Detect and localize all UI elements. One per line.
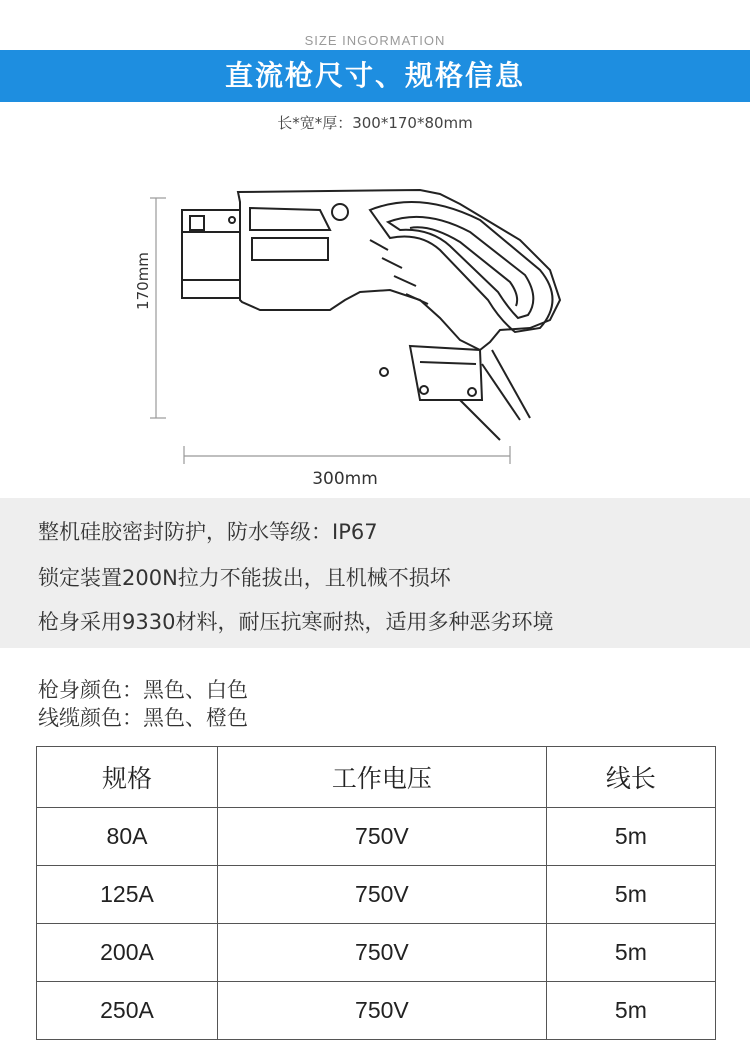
charger-gun-drawing xyxy=(120,150,640,510)
section-eyebrow: SIZE INGORMATION xyxy=(304,33,446,48)
cell-spec: 80A xyxy=(37,808,218,866)
cell-length: 5m xyxy=(546,982,715,1040)
col-header-length: 线长 xyxy=(546,747,715,808)
table-row xyxy=(37,808,716,866)
body-color-text: 枪身颜色：黑色、白色 xyxy=(38,678,248,702)
feature-material: 枪身采用9330材料，耐压抗寒耐热，适用多种恶劣环境 xyxy=(38,610,554,634)
feature-sealing: 整机硅胶密封防护，防水等级：IP67 xyxy=(38,520,378,544)
cell-spec: 250A xyxy=(37,982,218,1040)
col-header-spec: 规格 xyxy=(37,747,218,808)
cell-length: 5m xyxy=(546,866,715,924)
cell-length: 5m xyxy=(546,808,715,866)
features-panel xyxy=(0,498,750,648)
charger-gun-line-art xyxy=(120,150,640,510)
dimensions-text: 长*宽*厚：300*170*80mm xyxy=(277,114,473,132)
cell-voltage: 750V xyxy=(218,982,547,1040)
cell-voltage: 750V xyxy=(218,924,547,982)
cable-color-text: 线缆颜色：黑色、橙色 xyxy=(38,706,248,730)
cell-spec: 125A xyxy=(37,866,218,924)
cell-length: 5m xyxy=(546,924,715,982)
col-header-voltage: 工作电压 xyxy=(218,747,547,808)
cell-voltage: 750V xyxy=(218,808,547,866)
table-row xyxy=(37,866,716,924)
height-dimension-label: 170mm xyxy=(134,252,152,310)
table-row xyxy=(37,924,716,982)
cell-voltage: 750V xyxy=(218,866,547,924)
spec-table xyxy=(36,746,716,1040)
feature-locking: 锁定装置200N拉力不能拔出，且机械不损坏 xyxy=(38,566,451,590)
table-header-row xyxy=(37,747,716,808)
page-title-banner: 直流枪尺寸、规格信息 xyxy=(0,50,750,102)
width-dimension-label: 300mm xyxy=(312,469,378,489)
cell-spec: 200A xyxy=(37,924,218,982)
table-row xyxy=(37,982,716,1040)
